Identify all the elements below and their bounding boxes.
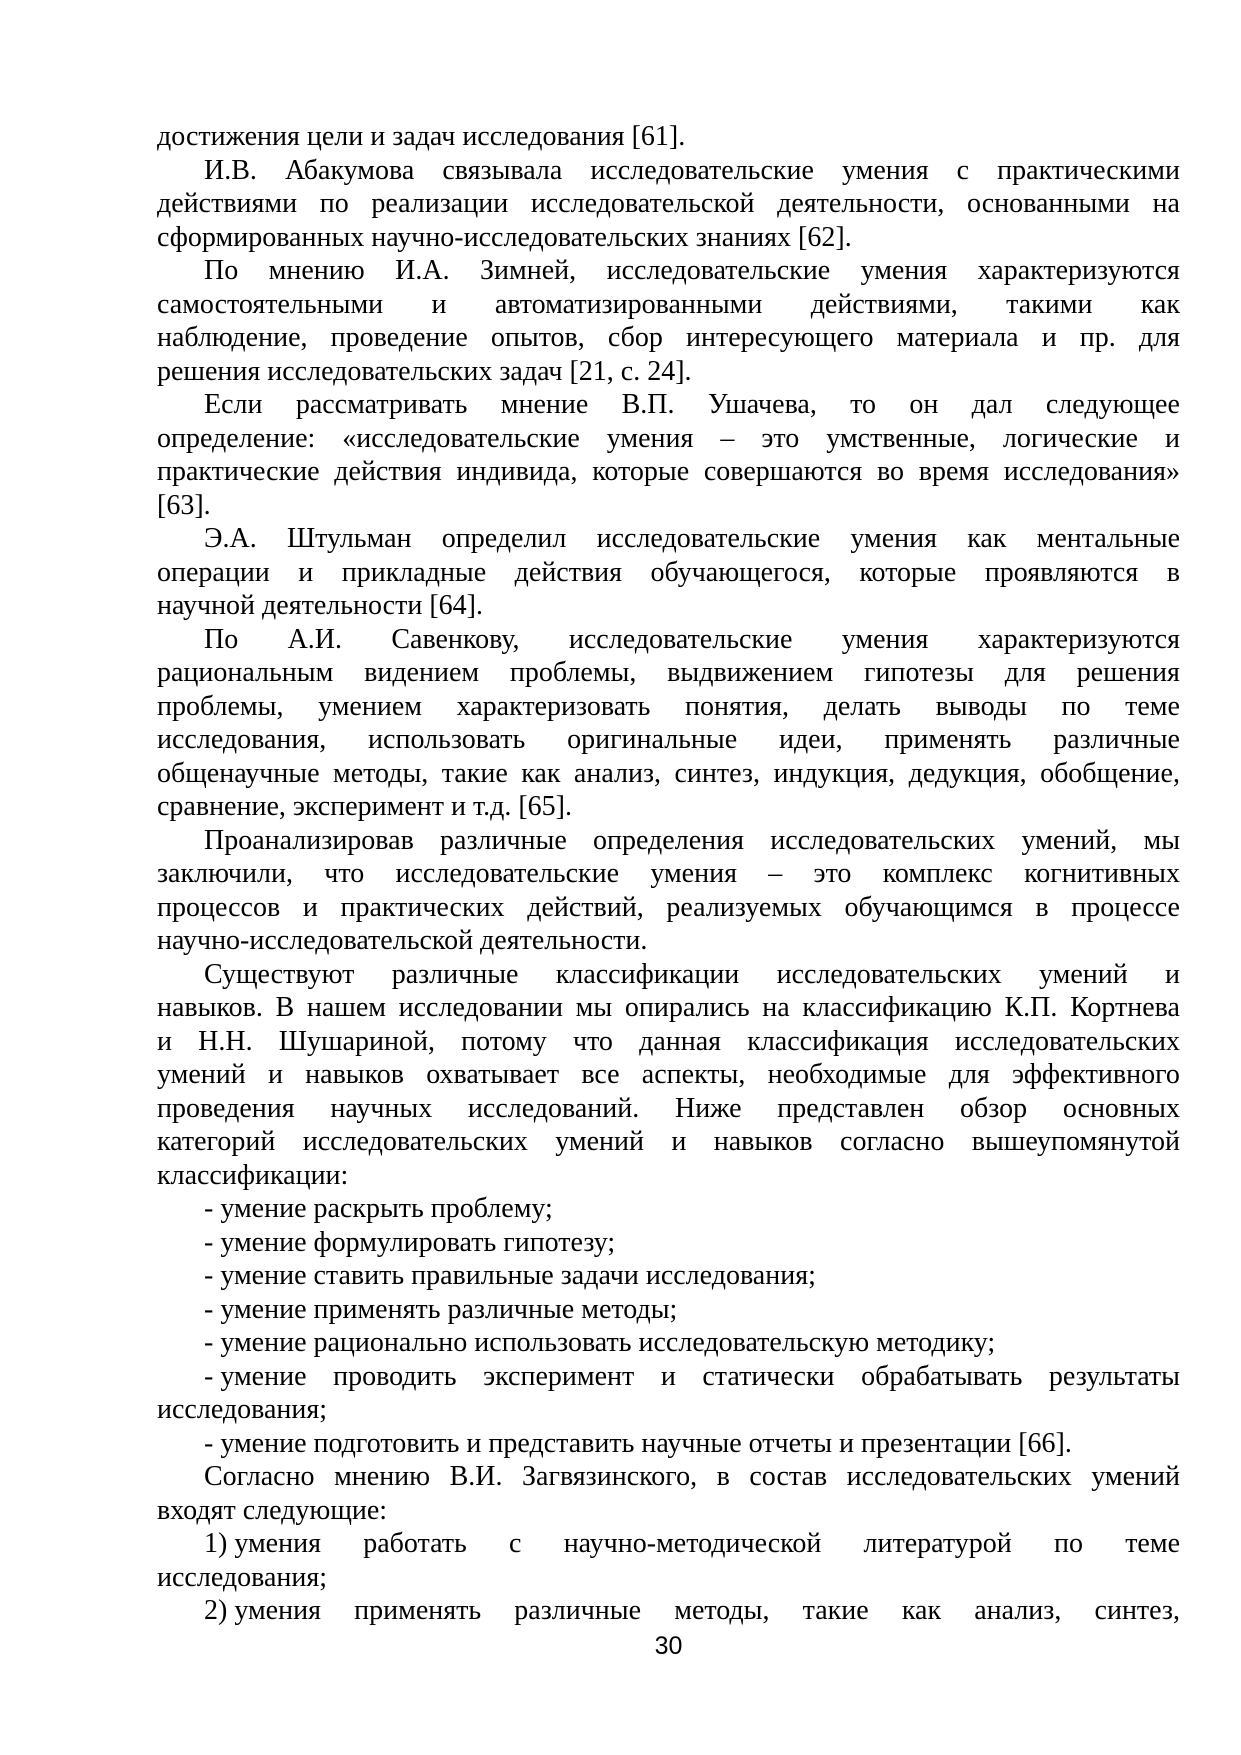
- word: действия: [334, 456, 442, 487]
- text-line: [157, 1594, 1180, 1628]
- word: В.П.: [621, 389, 675, 420]
- word: что: [572, 1025, 613, 1057]
- word: Э.А.: [204, 523, 257, 554]
- word: связывала: [442, 154, 563, 186]
- word: умения: [850, 523, 937, 554]
- word: во: [876, 456, 904, 487]
- word: рассматривать: [295, 389, 468, 420]
- word: процессов: [157, 891, 281, 923]
- numbered-item: [157, 1527, 1180, 1594]
- text-line: [157, 254, 1180, 288]
- word: теме: [1125, 690, 1180, 722]
- word: классификация: [747, 1025, 929, 1057]
- word: обучающимся: [844, 891, 1013, 923]
- word: «исследовательские: [342, 422, 580, 454]
- word: выводы: [935, 690, 1027, 722]
- word: интересующего: [686, 322, 874, 353]
- word: как: [1140, 288, 1180, 320]
- word: исследований.: [467, 1092, 640, 1124]
- word: определил: [441, 523, 567, 554]
- word: исследовательских: [846, 1461, 1072, 1492]
- word: аспекты,: [641, 1059, 746, 1090]
- word: ментальные: [1036, 523, 1180, 554]
- word: мнению: [268, 255, 365, 286]
- word: навыков.: [157, 992, 263, 1023]
- word: проведение: [330, 322, 468, 353]
- word: исследовательские: [590, 154, 814, 186]
- word: проблемы,: [509, 657, 637, 688]
- word: и: [671, 1126, 687, 1157]
- word: все: [581, 1059, 620, 1090]
- word: сбор: [607, 322, 663, 353]
- word: методы,: [333, 757, 429, 789]
- word: на: [1152, 188, 1180, 219]
- text-body: [157, 120, 1180, 1628]
- word: по: [1061, 690, 1091, 722]
- word: –: [720, 422, 735, 454]
- word: обучающегося,: [650, 556, 831, 588]
- word: Проанализировав: [204, 824, 414, 856]
- list-item: [157, 1427, 1180, 1461]
- word: время: [918, 456, 989, 487]
- text-line: [157, 154, 1180, 188]
- word: навыков: [305, 1059, 405, 1090]
- word: По: [204, 255, 239, 286]
- word: И.В.: [204, 154, 257, 186]
- word: исследовательские: [395, 858, 620, 889]
- word: Савенкову,: [391, 623, 520, 655]
- text-line: - умение рационально использовать исследовательскую методику;: [204, 1327, 996, 1358]
- word: когнитивных: [1024, 858, 1180, 889]
- text-line: сформированных научно-исследовательских знаниях [62].: [157, 221, 852, 253]
- word: синтез,: [674, 757, 760, 789]
- word: использовать: [368, 724, 526, 755]
- word: по: [319, 188, 349, 219]
- word: Абакумова: [284, 154, 415, 186]
- word: индукция,: [773, 757, 896, 789]
- word: потому: [461, 1025, 547, 1057]
- text-line: [157, 757, 1180, 791]
- word: основанными: [967, 188, 1130, 219]
- word: Согласно: [204, 1461, 315, 1492]
- text-line: [157, 455, 1180, 489]
- word: научных: [330, 1092, 433, 1124]
- word: исследования,: [157, 724, 327, 755]
- word: проблемы,: [157, 690, 284, 722]
- word: дал: [971, 389, 1013, 420]
- word: классификацию: [802, 992, 992, 1023]
- word: в: [1035, 891, 1049, 923]
- word: различные: [391, 958, 519, 990]
- word: реализуемых: [666, 891, 822, 923]
- word: умений: [1038, 958, 1128, 990]
- text-line: - умение подготовить и представить научные отчеты и презентации [66].: [204, 1427, 1072, 1459]
- word: и: [1165, 958, 1180, 990]
- word: - умение: [204, 1360, 307, 1392]
- word: видением: [364, 657, 480, 688]
- word: индивида,: [456, 456, 578, 487]
- word: пр.: [1079, 322, 1116, 353]
- word: что: [324, 858, 365, 889]
- word: умения: [860, 255, 948, 286]
- word: исследовательские: [596, 523, 821, 554]
- list-item: [157, 1226, 1180, 1260]
- paragraph: [157, 254, 1180, 388]
- word: делать: [823, 690, 901, 722]
- word: исследовательские: [606, 255, 831, 286]
- word: исследовательских: [776, 958, 1002, 990]
- word: навыков: [713, 1126, 813, 1157]
- word: различные: [514, 1595, 642, 1626]
- text-line: [157, 1527, 1180, 1561]
- word: на: [762, 992, 790, 1023]
- word: Ушачева,: [707, 389, 817, 420]
- word: характеризовать: [456, 690, 651, 722]
- word: практическими: [997, 154, 1180, 186]
- word: охватывает: [426, 1059, 560, 1090]
- word: различные: [1053, 724, 1180, 755]
- word: он: [909, 389, 939, 420]
- word: реализации: [371, 188, 509, 219]
- text-line: - умение формулировать гипотезу;: [204, 1226, 616, 1258]
- word: гипотезы: [863, 657, 974, 688]
- word: применять: [884, 724, 1012, 755]
- word: характеризуются: [977, 623, 1180, 655]
- word: основных: [1062, 1092, 1180, 1124]
- word: такие: [441, 757, 508, 789]
- text-line: достижения цели и задач исследования [61].: [157, 121, 686, 152]
- list-item: [157, 1360, 1180, 1427]
- word: умственные,: [826, 422, 976, 454]
- text-line: [63].: [157, 489, 211, 521]
- word: прикладные: [341, 556, 487, 588]
- word: практические: [157, 456, 320, 487]
- word: то: [850, 389, 877, 420]
- text-line: [157, 1025, 1180, 1059]
- word: и: [1041, 322, 1057, 353]
- word: классификации: [555, 958, 740, 990]
- word: вышеупомянутой: [971, 1126, 1180, 1157]
- word: умения: [841, 623, 929, 655]
- word: Н.Н.: [198, 1025, 253, 1057]
- word: 1) умения: [204, 1528, 321, 1559]
- word: общенаучные: [157, 757, 320, 789]
- word: различные: [440, 824, 567, 856]
- word: синтез,: [1094, 1595, 1180, 1626]
- word: и: [157, 1025, 172, 1057]
- word: данная: [639, 1025, 722, 1057]
- word: статически: [702, 1360, 835, 1392]
- text-line: [157, 187, 1180, 221]
- word: анализ,: [573, 757, 662, 789]
- text-line: исследования;: [157, 1561, 328, 1593]
- word: обобщение,: [1040, 757, 1180, 789]
- page-number: 30: [654, 1632, 683, 1660]
- word: мы: [575, 992, 613, 1023]
- word: как: [901, 1595, 942, 1626]
- paragraph: [157, 824, 1180, 958]
- word: с: [509, 1528, 522, 1559]
- word: и: [1164, 422, 1180, 454]
- paragraph: [157, 388, 1180, 522]
- word: как: [967, 523, 1007, 554]
- word: мнение: [500, 389, 589, 420]
- word: анализ,: [974, 1595, 1062, 1626]
- word: действий,: [527, 891, 644, 923]
- word: по: [1053, 1528, 1083, 1559]
- word: литературой: [863, 1528, 1012, 1559]
- word: –: [768, 858, 783, 889]
- word: исследовательских: [302, 1126, 528, 1157]
- word: исследовательских: [770, 824, 996, 856]
- text-line: сравнение, эксперимент и т.д. [65].: [157, 791, 573, 822]
- text-line: [157, 1460, 1180, 1494]
- text-line: [157, 388, 1180, 422]
- word: процессе: [1071, 891, 1180, 923]
- text-line: научно-исследовательской деятельности.: [157, 925, 648, 956]
- word: совершаются: [703, 456, 863, 487]
- text-line: [157, 656, 1180, 690]
- word: это: [813, 858, 852, 889]
- word: исследования»: [1003, 456, 1180, 487]
- paragraph: [157, 623, 1180, 824]
- text-line: [157, 623, 1180, 657]
- word: оригинальные: [567, 724, 738, 755]
- text-line: входят следующие:: [157, 1494, 388, 1526]
- word: К.П.: [1004, 992, 1058, 1023]
- word: проведения: [157, 1092, 295, 1124]
- word: действиями: [157, 188, 298, 219]
- text-line: [157, 723, 1180, 757]
- word: исследовании: [398, 992, 563, 1023]
- text-line: - умение раскрыть проблему;: [204, 1193, 553, 1224]
- word: характеризуются: [977, 255, 1180, 286]
- word: проводить: [333, 1360, 457, 1392]
- text-line: [157, 991, 1180, 1025]
- word: исследовательской: [530, 188, 755, 219]
- word: автоматизированными: [494, 288, 763, 320]
- text-line: [157, 1058, 1180, 1092]
- numbered-item: [157, 1594, 1180, 1628]
- text-line: [157, 891, 1180, 925]
- word: эффективного: [1012, 1059, 1180, 1090]
- word: идеи,: [778, 724, 843, 755]
- word: для: [948, 1059, 990, 1090]
- word: умения: [606, 422, 694, 454]
- text-line: [157, 857, 1180, 891]
- list-item: [157, 1192, 1180, 1226]
- word: рациональным: [157, 657, 334, 688]
- text-line: научной деятельности [64].: [157, 590, 483, 621]
- word: представлен: [777, 1092, 925, 1124]
- word: 2) умения: [204, 1595, 321, 1626]
- word: которые: [592, 456, 690, 487]
- word: деятельности,: [777, 188, 945, 219]
- word: логические: [1002, 422, 1138, 454]
- word: определения: [593, 824, 744, 856]
- word: исследовательских: [954, 1025, 1180, 1057]
- text-line: [157, 522, 1180, 556]
- paragraph-continuation: [157, 120, 1180, 154]
- word: необходимые: [767, 1059, 927, 1090]
- text-line: - умение ставить правильные задачи исследования;: [204, 1260, 816, 1291]
- word: работать: [363, 1528, 467, 1559]
- text-line: решения исследовательских задач [21, с. 24].: [157, 355, 692, 387]
- paragraph: [157, 154, 1180, 255]
- word: методы,: [674, 1595, 770, 1626]
- text-line: [157, 690, 1180, 724]
- word: результаты: [1048, 1360, 1180, 1392]
- word: определение:: [157, 422, 316, 454]
- word: умений,: [1021, 824, 1118, 856]
- word: согласно: [840, 1126, 945, 1157]
- text-line: [157, 824, 1180, 858]
- text-line: [157, 422, 1180, 456]
- word: опытов,: [490, 322, 585, 353]
- word: проявляются: [984, 556, 1139, 588]
- word: мнению: [334, 1461, 431, 1492]
- text-line: исследования;: [157, 1394, 328, 1425]
- text-line: [157, 321, 1180, 355]
- word: научно-методической: [563, 1528, 822, 1559]
- text-line: - умение применять различные методы;: [204, 1293, 678, 1325]
- word: мы: [1143, 824, 1180, 856]
- word: умения: [650, 858, 737, 889]
- text-line: [157, 1125, 1180, 1159]
- word: Если: [204, 389, 263, 420]
- paragraph: [157, 1460, 1180, 1527]
- word: действия: [514, 556, 623, 588]
- word: для: [1004, 657, 1046, 688]
- word: практических: [340, 891, 505, 923]
- word: дедукция,: [908, 757, 1027, 789]
- word: в: [716, 1461, 730, 1492]
- word: Зимней,: [480, 255, 577, 286]
- word: категорий: [157, 1126, 276, 1157]
- word: обрабатывать: [861, 1360, 1023, 1392]
- word: опирались: [624, 992, 750, 1023]
- text-line: классификации:: [157, 1159, 349, 1191]
- word: обзор: [959, 1092, 1028, 1124]
- word: самостоятельными: [157, 288, 384, 320]
- word: и: [431, 288, 447, 320]
- paragraph: [157, 958, 1180, 1193]
- word: действиями,: [810, 288, 958, 320]
- word: умений: [555, 1126, 644, 1157]
- word: умения: [841, 154, 929, 186]
- word: выдвижением: [667, 657, 834, 688]
- word: которые: [859, 556, 957, 588]
- list-item: [157, 1326, 1180, 1360]
- word: это: [761, 422, 800, 454]
- word: В: [275, 992, 295, 1023]
- word: умением: [318, 690, 422, 722]
- word: Штульман: [286, 523, 412, 554]
- text-line: [157, 1360, 1180, 1394]
- word: Загвязинского,: [522, 1461, 698, 1492]
- list-item: [157, 1293, 1180, 1327]
- word: заключили,: [157, 858, 293, 889]
- word: материала: [896, 322, 1019, 353]
- word: А.И.: [287, 623, 343, 655]
- text-line: [157, 556, 1180, 590]
- text-line: [157, 958, 1180, 992]
- word: и: [267, 1059, 283, 1090]
- text-line: [157, 1092, 1180, 1126]
- word: для: [1138, 322, 1180, 353]
- word: комплекс: [882, 858, 993, 889]
- word: И.А.: [395, 255, 450, 286]
- word: умений: [157, 1059, 246, 1090]
- word: эксперимент: [483, 1360, 635, 1392]
- word: Шушариной,: [278, 1025, 435, 1057]
- word: нашем: [306, 992, 386, 1023]
- word: операции: [157, 556, 270, 588]
- word: в: [1166, 556, 1180, 588]
- word: По: [204, 623, 239, 655]
- word: и: [660, 1360, 676, 1392]
- word: В.И.: [449, 1461, 503, 1492]
- word: Ниже: [674, 1092, 742, 1124]
- word: применять: [354, 1595, 482, 1626]
- word: и: [298, 556, 314, 588]
- word: понятия,: [685, 690, 789, 722]
- list-item: [157, 1259, 1180, 1293]
- word: с: [956, 154, 970, 186]
- word: такими: [1006, 288, 1093, 320]
- text-line: [157, 288, 1180, 322]
- word: следующее: [1045, 389, 1180, 420]
- word: как: [521, 757, 561, 789]
- word: Существуют: [204, 958, 355, 990]
- word: решения: [1076, 657, 1180, 688]
- word: такие: [802, 1595, 869, 1626]
- word: Кортнева: [1070, 992, 1180, 1023]
- word: наблюдение,: [157, 322, 308, 353]
- word: теме: [1125, 1528, 1180, 1559]
- word: умений: [1091, 1461, 1180, 1492]
- word: состав: [749, 1461, 828, 1492]
- word: исследовательские: [568, 623, 793, 655]
- word: и: [302, 891, 318, 923]
- paragraph: [157, 522, 1180, 623]
